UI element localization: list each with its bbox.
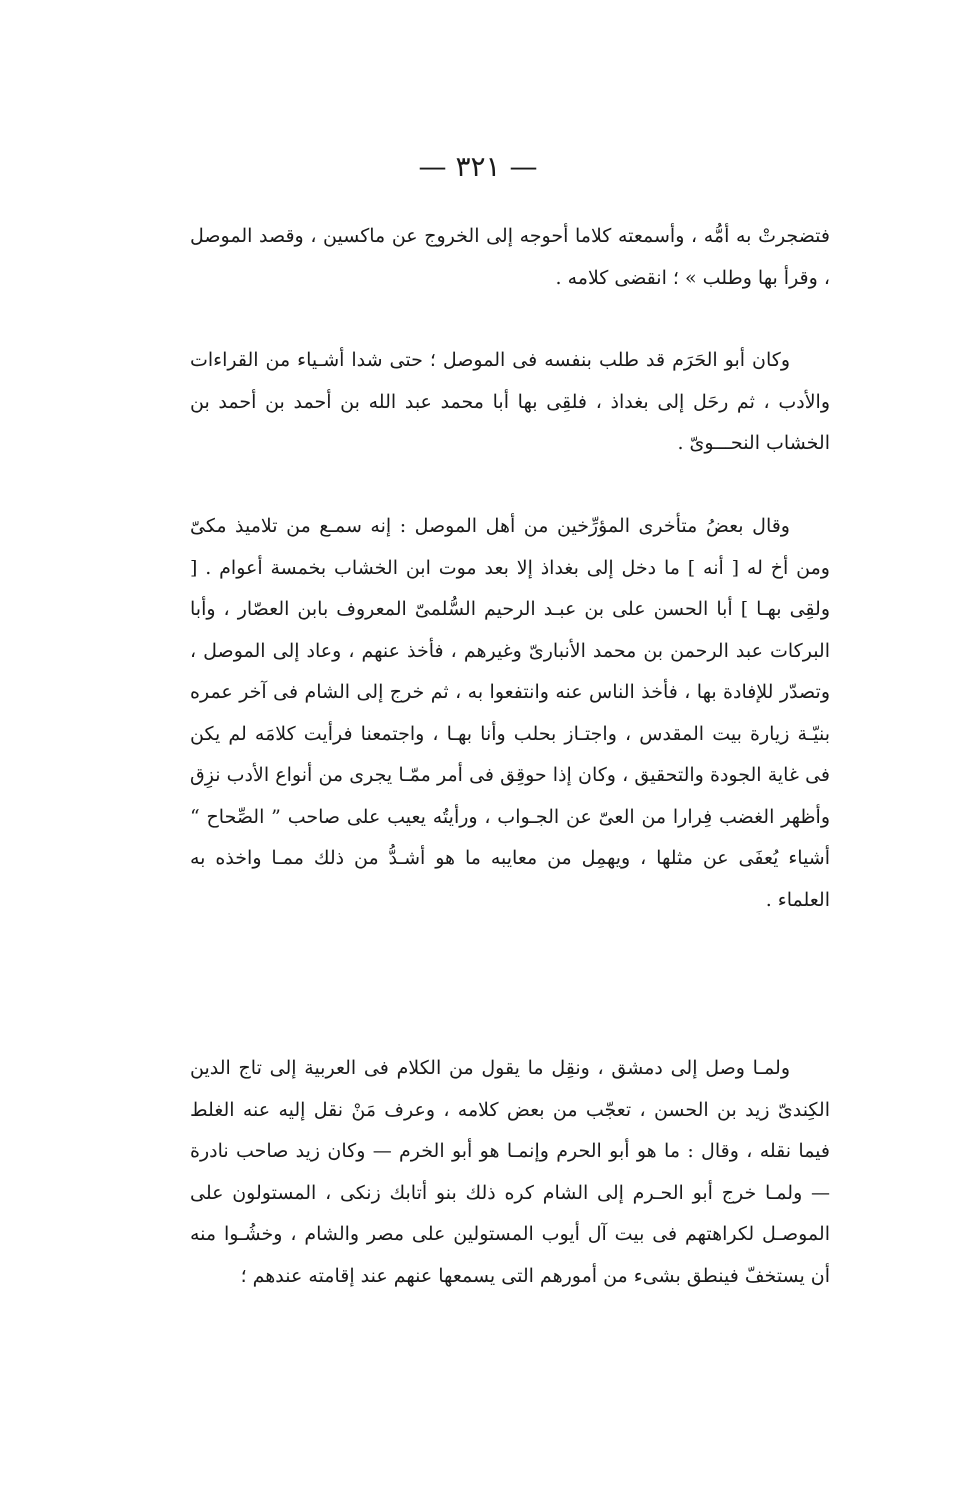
paragraph-abu-al-haram-studies: وكان أبو الحَرَم قد طلب بنفسه فى الموصل ؛ حتى شدا أشـياء من القراءات والأدب ، ثم رحَل إلى بغداذ ، فلقِى بها أبا محمد عبد الله بن أحمد بن أحمد بن الخشاب النحـــوىّ . <box>190 349 830 454</box>
text-block-1 <box>190 216 830 299</box>
paragraph-continuation: فتضجرتْ به أمُّه ، وأسمعته كلاما أحوجه إلى الخروج عن ماكسين ، وقصد الموصل ، وقرأ بها وطلب » ؛ انقضى كلامه . <box>190 225 830 289</box>
page-number: — ٣٢١ — <box>418 150 538 183</box>
paragraph-historian-account: وقال بعضُ متأخرى المؤرِّخين من أهل الموصل : إنه سمـع من تلاميذ مكىّ ومن أخ له [ أنه ] ما دخل إلى بغداذ إلا بعد موت ابن الخشاب بخمسة أعوام . [ ولقِى بهـا ] أبا الحسن على بن عبـد الرحيم السُّلمىّ المعروف بابن العصّار ، وأبا البركات عبد الرحمن بن محمد الأنبارىّ وغيرهم ، فأخذ عنهم ، وعاد إلى الموصل ، وتصدّر للإفادة بها ، فأخذ الناس عنه وانتفعوا به ، ثم خرج إلى الشام فى آخر عمره بنيّـة زيارة بيت المقدس ، واجتـاز بحلب وأنا بهـا ، واجتمعنا فرأيت كلامَه لم يكن فى غاية الجودة والتحقيق ، وكان إذا حوقِق فى أمر ممّـا يجرى من أنواع الأدب نزِق وأظهر الغضب فِرارا من العىّ عن الجـواب ، ورأيتُه يعيب على صاحب ” الصِّحاح “ أشياء يُعفَى عن مثلها ، ويهمِل من معايبه ما هو أشـدُّ من ذلك ممـا واخذه به العلماء . <box>190 515 830 911</box>
paragraph-damascus-arrival: ولمـا وصل إلى دمشق ، ونقِل ما يقول من الكلام فى العربية إلى تاج الدين الكِندىّ زيد بن الحسن ، تعجّب من بعض كلامه ، وعرف مَنْ نقل إليه عنه الغلط فيما نقله ، وقال : ما هو أبو الحرم وإنمـا هو أبو الخرم — وكان زيد صاحب نادرة — ولمـا خرج أبو الحـرم إلى الشام كره ذلك بنو أتابك زنكى ، المستولون على الموصـل لكراهتهم فى بيت آل أيوب المستولين على مصر والشام ، وخشُـوا منه أن يستخفّ فينطق بشىء من أمورهم التى يسمعها عنهم عند إقامته عندهم ؛ <box>190 1057 830 1287</box>
text-block-2 <box>190 340 830 465</box>
text-block-4 <box>190 1048 830 1297</box>
text-block-3 <box>190 506 830 921</box>
